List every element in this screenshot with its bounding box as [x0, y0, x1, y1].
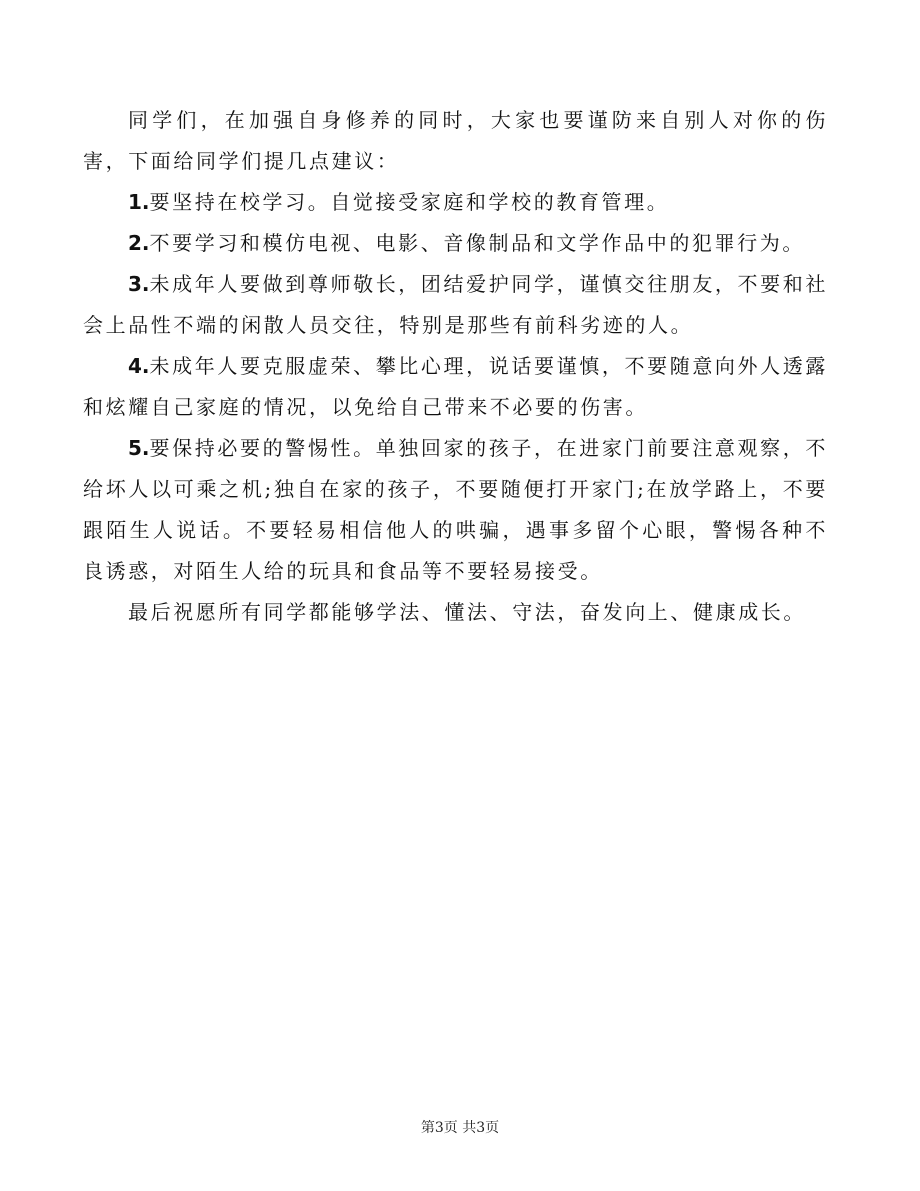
- advice-number: 1.: [128, 190, 150, 214]
- advice-number: 4.: [128, 354, 150, 378]
- advice-item-2: [83, 223, 828, 264]
- advice-text: 未成年人要克服虚荣、攀比心理，说话要谨慎，不要随意向外人透露和炫耀自己家庭的情况，以免给自己带来不必要的伤害。: [83, 354, 828, 419]
- advice-item-4: [83, 346, 828, 428]
- advice-item-3: [83, 264, 828, 346]
- advice-number: 5.: [128, 436, 150, 460]
- advice-text: 未成年人要做到尊师敬长，团结爱护同学，谨慎交往朋友，不要和社会上品性不端的闲散人员交往，特别是那些有前科劣迹的人。: [83, 272, 828, 337]
- advice-text: 不要学习和模仿电视、电影、音像制品和文学作品中的犯罪行为。: [149, 231, 805, 255]
- document-body: [83, 100, 828, 633]
- advice-text: 要保持必要的警惕性。单独回家的孩子，在进家门前要注意观察，不给坏人以可乘之机;独自在家的孩子，不要随便打开家门;在放学路上，不要跟陌生人说话。不要轻易相信他人的哄骗，遇事多留个心眼，警惕各种不良诱惑，对陌生人给的玩具和食品等不要轻易接受。: [83, 436, 828, 583]
- intro-paragraph: 同学们，在加强自身修养的同时，大家也要谨防来自别人对你的伤害，下面给同学们提几点建议：: [83, 108, 828, 173]
- advice-item-5: [83, 428, 828, 592]
- closing-paragraph: 最后祝愿所有同学都能够学法、懂法、守法，奋发向上、健康成长。: [128, 600, 806, 624]
- advice-number: 3.: [128, 272, 150, 296]
- advice-text: 要坚持在校学习。自觉接受家庭和学校的教育管理。: [149, 190, 670, 214]
- advice-item-1: [83, 182, 828, 223]
- advice-number: 2.: [128, 231, 150, 255]
- page-number-footer: 第3页 共3页: [420, 1120, 500, 1136]
